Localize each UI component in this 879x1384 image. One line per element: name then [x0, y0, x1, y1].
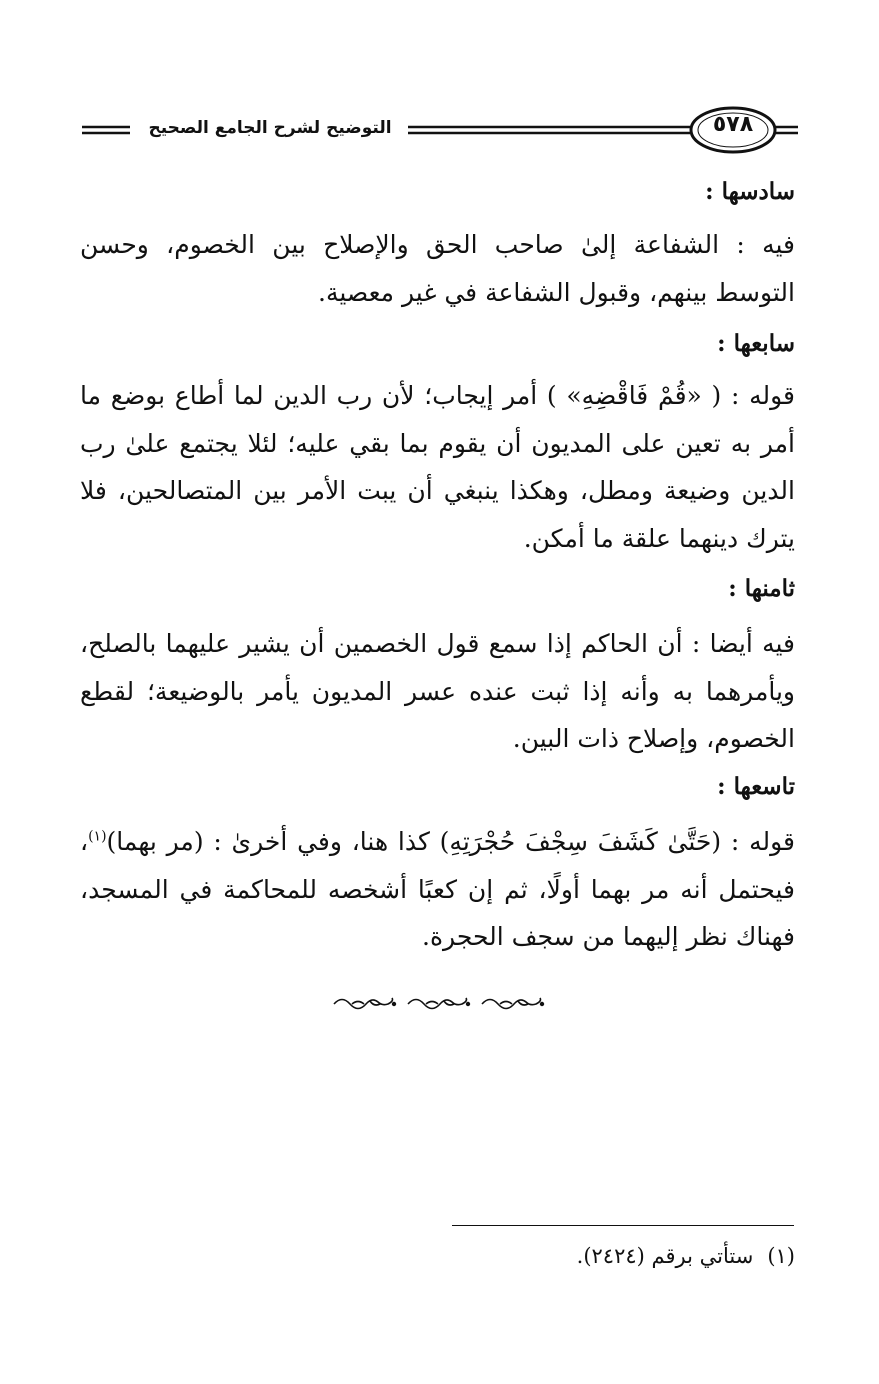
- footnote-number: (١): [767, 1244, 795, 1268]
- section-heading-6: سادسها :: [705, 178, 795, 205]
- section-paragraph-6: فيه : الشفاعة إلىٰ صاحب الحق والإصلاح بين الخصوم، وحسن التوسط بينهم، وقبول الشفاعة في غير معصية.: [80, 230, 795, 307]
- footnote-reference: (١): [88, 828, 107, 845]
- book-title: التوضيح لشرح الجامع الصحيح: [148, 118, 392, 138]
- footnote-separator: [452, 1225, 794, 1226]
- footnote-text: ستأتي برقم (٢٤٢٤).: [576, 1244, 754, 1268]
- section-paragraph-9: [80, 818, 795, 961]
- section-paragraph-7: قوله : ( «قُمْ فَاقْضِهِ» ) أمر إيجاب؛ لأن رب الدين لما أطاع بوضع ما أمر به تعين على المديون أن يقوم بما بقي عليه؛ لئلا يجتمع علىٰ رب الدين وضيعة ومطل، وهكذا ينبغي أن يبت الأمر بين المتصالحين، فلا يترك دينهما علقة ما أمكن.: [80, 381, 795, 553]
- header-rules: [0, 0, 879, 170]
- section-paragraph-8: فيه أيضا : أن الحاكم إذا سمع قول الخصمين أن يشير عليهما بالصلح، ويأمرهما به وأنه إذا ثبت عنده عسر المديون يأمر بالوضيعة؛ لقطع الخصوم، وإصلاح ذات البين.: [80, 629, 795, 753]
- section-heading-7: سابعها :: [717, 330, 795, 357]
- page-number: ٥٧٨: [712, 112, 754, 137]
- section-heading-9: تاسعها :: [717, 773, 795, 800]
- section-heading-8: ثامنها :: [728, 575, 795, 602]
- footnote: [577, 1244, 795, 1268]
- paragraph-text-part1: قوله : (حَتَّىٰ كَشَفَ سِجْفَ حُجْرَتِهِ) كذا هنا، وفي أخرىٰ : (مر بهما): [106, 827, 795, 856]
- page-header: [0, 0, 879, 170]
- paragraph-text-part2: ، فيحتمل أنه مر بهما أولًا، ثم إن كعبًا أشخصه للمحاكمة في المسجد، فهناك نظر إليهما من سجف الحجرة.: [80, 827, 795, 951]
- ornament-divider-icon: [330, 992, 550, 1016]
